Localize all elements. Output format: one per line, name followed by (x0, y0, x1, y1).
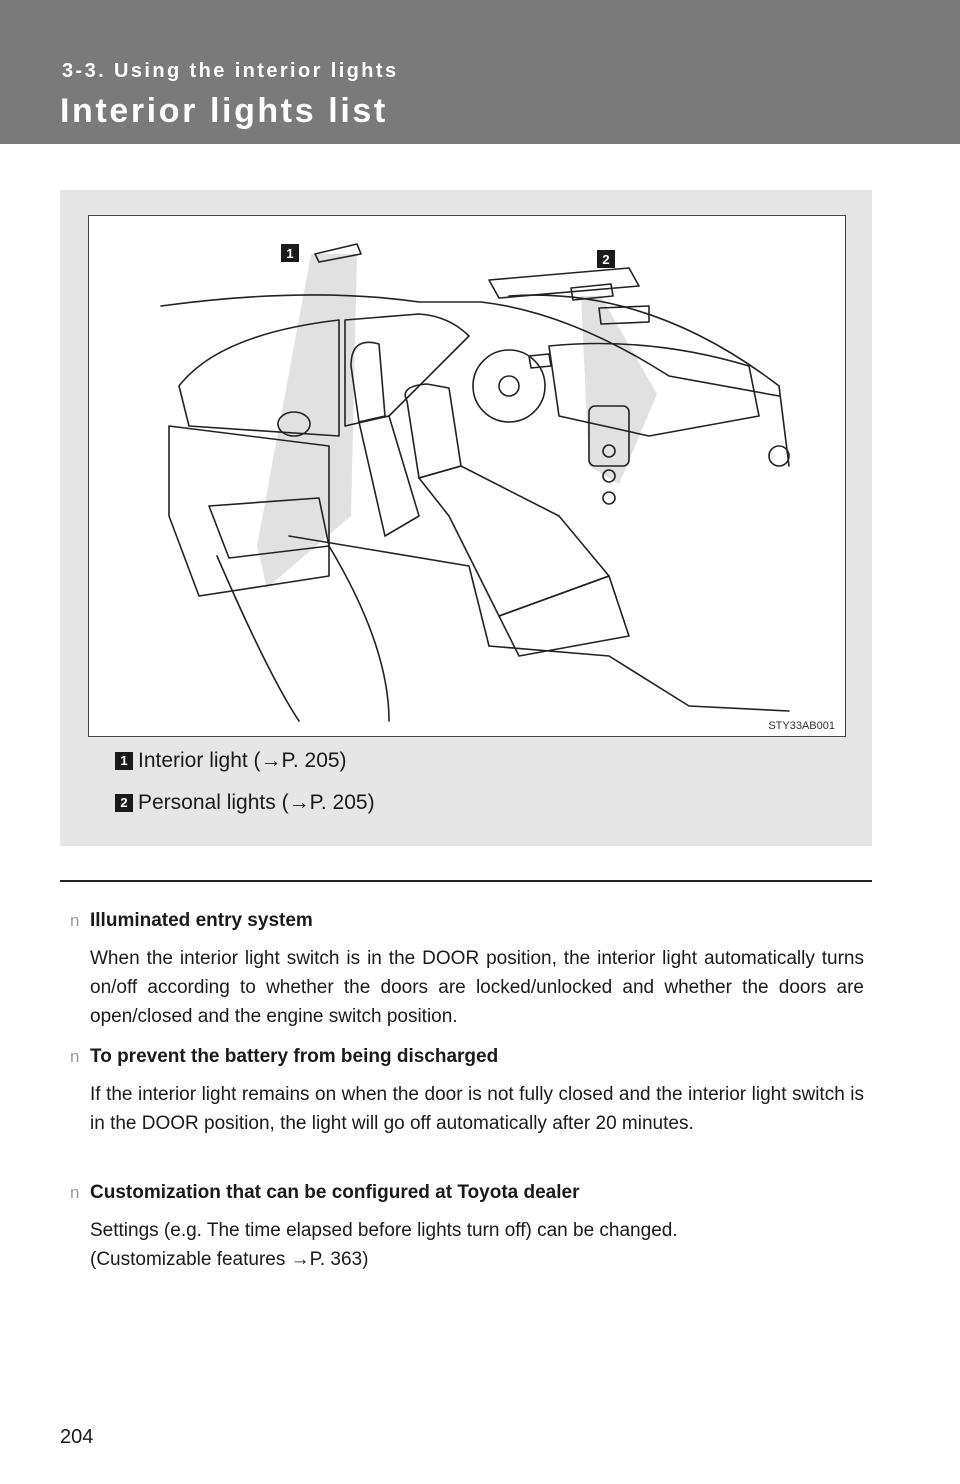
note-line: (Customizable features →P. 363) (90, 1249, 369, 1270)
legend-badge: 1 (115, 752, 133, 770)
section-label: 3-3. Using the interior lights (62, 60, 399, 82)
callout-2: 2 (602, 252, 610, 267)
legend-label: Interior light (→P. 205) (138, 749, 347, 772)
personal-light-beam (581, 296, 657, 484)
page-header (0, 0, 960, 144)
bullet-icon: n (70, 911, 80, 930)
figure-code: STY33AB001 (768, 720, 835, 732)
legend-badge: 2 (115, 794, 133, 812)
interior-light-beam (257, 254, 357, 588)
note-body-customization (90, 1216, 864, 1274)
section-divider (60, 880, 872, 882)
note-heading-customization: n Customization that can be configured at Toyota dealer (70, 1182, 580, 1203)
note-heading-illuminated-entry: n Illuminated entry system (70, 910, 313, 931)
page-title: Interior lights list (60, 92, 388, 130)
note-body-illuminated-entry: When the interior light switch is in the DOOR position, the interior light automatically turns on/off according to whether the doors are locked/unlocked and whether the doors are open/closed and the engine switch position. (90, 948, 864, 1027)
page-number: 204 (60, 1426, 94, 1448)
legend-item-personal-lights (115, 788, 375, 818)
callout-1: 1 (286, 246, 294, 261)
bullet-icon: n (70, 1183, 80, 1202)
car-interior-drawing (89, 216, 845, 736)
figure-panel (60, 190, 872, 846)
note-line: Settings (e.g. The time elapsed before lights turn off) can be changed. (90, 1220, 678, 1241)
bullet-icon: n (70, 1047, 80, 1066)
legend-label: Personal lights (→P. 205) (138, 791, 375, 814)
note-heading-battery: n To prevent the battery from being discharged (70, 1046, 499, 1067)
note-body-battery: If the interior light remains on when the door is not fully closed and the interior light switch is in the DOOR position, the light will go off automatically after 20 minutes. (90, 1084, 864, 1134)
car-interior-illustration (88, 215, 846, 737)
legend-item-interior-light (115, 746, 347, 776)
